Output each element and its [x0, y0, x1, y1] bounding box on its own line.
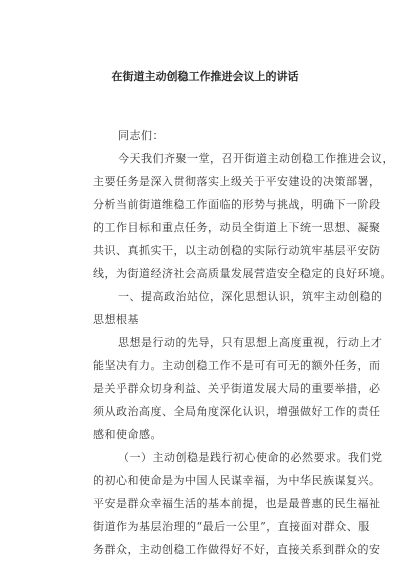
body-line: 主要任务是深入贯彻落实上级关于平安建设的决策部署， [93, 175, 381, 188]
body-line: 线，为街道经济社会高质量发展营造安全稳定的良好环境。 [93, 267, 392, 280]
body-line: 的初心和使命是为中国人民谋幸福，为中华民族谋复兴。 [93, 474, 381, 487]
body-line: 街道作为基层治理的“最后一公里”，直接面对群众、服 [93, 520, 370, 533]
body-line: 平安是群众幸福生活的基本前提，也是最普惠的民生福祉 [93, 497, 381, 510]
section-heading: 一、提高政治站位，深化思想认识，筑牢主动创稳的 [118, 290, 383, 303]
body-line: 今天我们齐聚一堂，召开街道主动创稳工作推进会议， [118, 152, 394, 165]
body-line: 思想是行动的先导，只有思想上高度重视，行动上才 [118, 336, 383, 349]
body-line: 的工作目标和重点任务，动员全街道上下统一思想、凝聚 [93, 221, 381, 234]
salutation: 同志们： [118, 129, 164, 142]
document-title: 在街道主动创稳工作推进会议上的讲话 [111, 70, 299, 83]
body-line: 是关乎群众切身利益、关乎街道发展大局的重要举措，必 [93, 382, 381, 395]
body-line: 分析当前街道维稳工作面临的形势与挑战，明确下一阶段 [93, 198, 381, 211]
section-heading: 思想根基 [93, 313, 139, 326]
body-line: （一）主动创稳是践行初心使命的必然要求。我们党 [118, 451, 383, 464]
body-line: 务群众，主动创稳工作做得好不好，直接关系到群众的安 [93, 543, 381, 556]
body-line: 共识、真抓实干，以主动创稳的实际行动筑牢基层平安防 [93, 244, 381, 257]
body-line: 须从政治高度、全局角度深化认识，增强做好工作的责任 [93, 405, 381, 418]
body-line: 能坚决有力。主动创稳工作不是可有可无的额外任务，而 [93, 359, 381, 372]
body-line: 感和使命感。 [93, 428, 162, 441]
